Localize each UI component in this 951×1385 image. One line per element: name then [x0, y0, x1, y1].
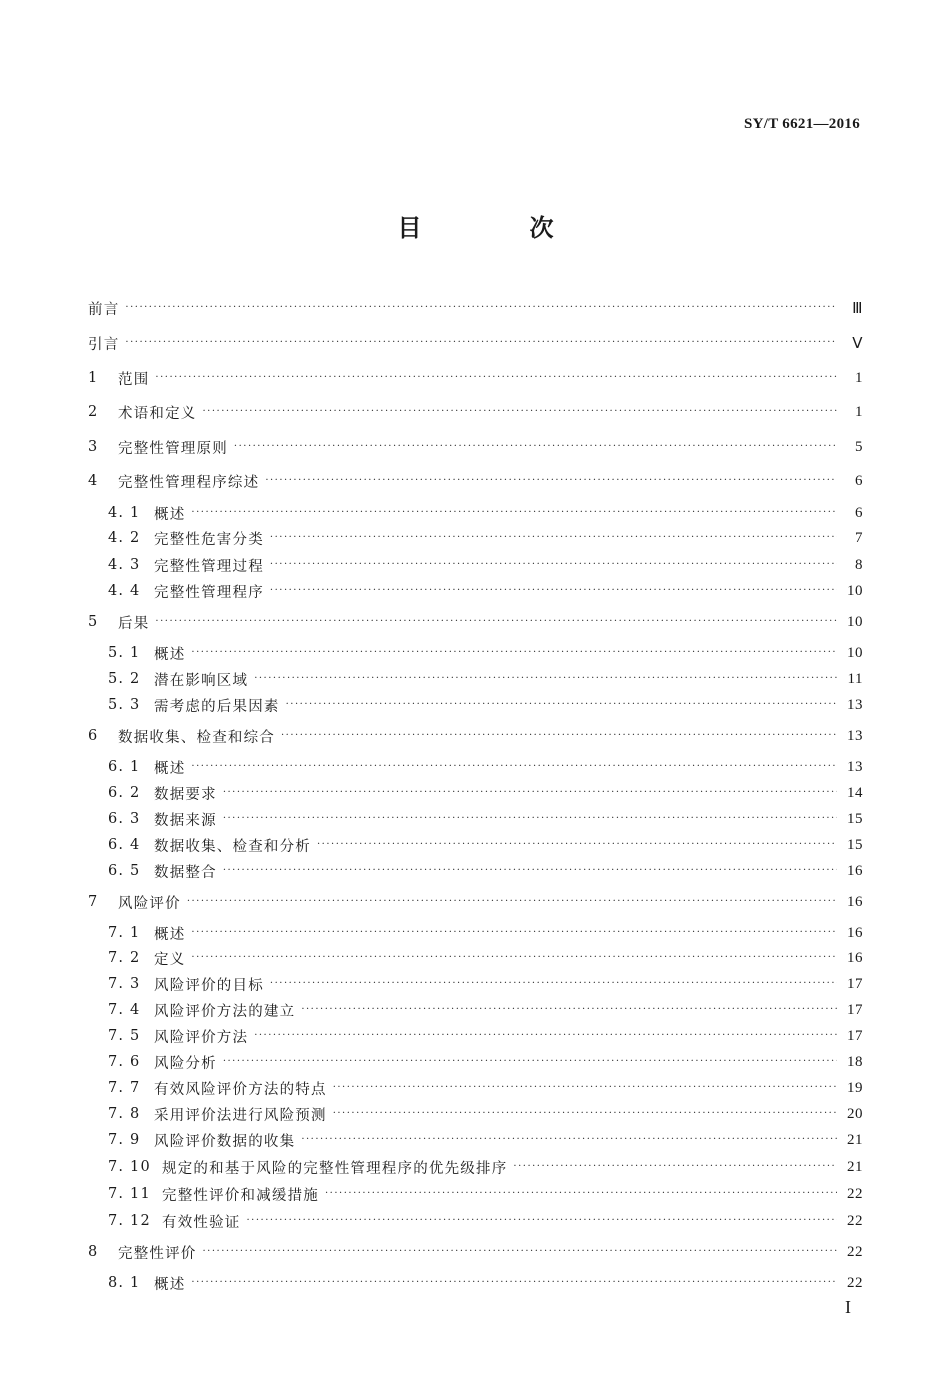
toc-entry-page: 22 — [847, 1243, 863, 1260]
toc-entry-page: Ⅴ — [852, 335, 863, 352]
toc-entry-label: 定义 — [154, 951, 186, 968]
toc-entry-number: 6. 2 — [108, 785, 141, 801]
toc-entry-label: 有效性验证 — [162, 1214, 241, 1231]
toc-entry-page: 1 — [855, 403, 863, 420]
toc-entry[interactable] — [88, 1241, 863, 1263]
toc-entry-number: 7. 4 — [108, 1002, 141, 1018]
toc-entry-page: 14 — [847, 784, 863, 801]
toc-entry-number: 4. 2 — [108, 530, 141, 546]
toc-entry-number: 7. 1 — [108, 925, 141, 941]
toc-entry-page: 10 — [847, 613, 863, 630]
page-folio: I — [845, 1297, 851, 1317]
dot-leader — [286, 694, 837, 716]
toc-entry-label: 完整性管理程序 — [154, 584, 264, 601]
toc-entry-label: 潜在影响区域 — [154, 672, 249, 689]
toc-entry-number: 8. 1 — [108, 1275, 141, 1291]
dot-leader — [270, 554, 837, 576]
toc-entry-page: Ⅲ — [852, 300, 863, 317]
toc-entry[interactable] — [88, 1129, 863, 1151]
toc-entry[interactable] — [88, 401, 863, 423]
toc-entry-label: 数据整合 — [154, 864, 217, 881]
toc-entry[interactable] — [88, 725, 863, 747]
toc-entry[interactable] — [88, 668, 863, 690]
dot-leader — [125, 332, 837, 354]
toc-entry[interactable] — [88, 999, 863, 1021]
dot-leader — [301, 1129, 837, 1151]
toc-entry-number: 2 — [88, 404, 99, 420]
toc-entry-number: 7. 7 — [108, 1080, 141, 1096]
toc-entry-number: 5. 3 — [108, 697, 141, 713]
toc-entry-label: 完整性危害分类 — [154, 531, 264, 548]
toc-entry-page: 1 — [855, 369, 863, 386]
standard-code: SY/T 6621—2016 — [743, 116, 860, 132]
toc-entry-page: 17 — [847, 975, 863, 992]
toc-entry-page: 7 — [855, 529, 863, 546]
toc-entry-label: 概述 — [154, 760, 186, 777]
toc-entry-label: 风险评价数据的收集 — [154, 1133, 296, 1150]
toc-entry-number: 7. 2 — [108, 950, 141, 966]
toc-entry-page: 21 — [847, 1158, 863, 1175]
toc-entry-label: 规定的和基于风险的完整性管理程序的优先级排序 — [162, 1160, 508, 1177]
toc-entry-number: 5. 1 — [108, 645, 141, 661]
toc-entry[interactable] — [88, 1183, 863, 1205]
toc-entry-page: 8 — [855, 556, 863, 573]
dot-leader — [265, 470, 837, 492]
toc-entry-label: 数据要求 — [154, 786, 217, 803]
toc-entry[interactable] — [88, 367, 863, 389]
dot-leader — [254, 1025, 837, 1047]
toc-entry-number: 1 — [88, 370, 99, 386]
toc-entry[interactable] — [88, 1103, 863, 1125]
toc-entry-page: 10 — [847, 644, 863, 661]
toc-entry[interactable] — [88, 782, 863, 804]
toc-entry-label: 概述 — [154, 506, 186, 523]
toc-entry[interactable] — [88, 642, 863, 664]
toc-entry-page: 16 — [847, 893, 863, 910]
toc-entry[interactable] — [88, 1025, 863, 1047]
toc-entry-page: 20 — [847, 1105, 863, 1122]
toc-entry[interactable] — [88, 332, 863, 354]
dot-leader — [125, 297, 837, 319]
dot-leader — [254, 668, 837, 690]
dot-leader — [191, 922, 837, 944]
toc-entry-page: 13 — [847, 696, 863, 713]
toc-entry-page: 6 — [855, 504, 863, 521]
dot-leader — [301, 999, 837, 1021]
toc-entry-label: 后果 — [118, 615, 150, 632]
toc-entry-label: 数据收集、检查和分析 — [154, 838, 311, 855]
dot-leader — [317, 834, 837, 856]
toc-entry-label: 风险评价的目标 — [154, 977, 264, 994]
toc-entry[interactable] — [88, 436, 863, 458]
toc-entry[interactable] — [88, 1156, 863, 1178]
toc-entry-page: 6 — [855, 472, 863, 489]
dot-leader — [333, 1103, 837, 1125]
toc-entry-page: 10 — [847, 582, 863, 599]
toc-entry-number: 7. 8 — [108, 1106, 141, 1122]
toc-entry-number: 6. 3 — [108, 811, 141, 827]
toc-entry-number: 8 — [88, 1244, 99, 1260]
toc-entry-label: 风险评价方法 — [154, 1029, 249, 1046]
dot-leader — [191, 1272, 837, 1294]
toc-entry-label: 数据来源 — [154, 812, 217, 829]
toc-entry-number: 4. 1 — [108, 505, 141, 521]
toc-entry-number: 3 — [88, 439, 99, 455]
toc-entry[interactable] — [88, 947, 863, 969]
toc-entry[interactable] — [88, 297, 863, 319]
toc-entry-page: 15 — [847, 810, 863, 827]
toc-entry-label: 风险评价 — [118, 895, 181, 912]
toc-entry[interactable] — [88, 860, 863, 882]
toc-entry[interactable] — [88, 922, 863, 944]
toc-entry-label: 完整性评价和减缓措施 — [162, 1187, 319, 1204]
toc-entry-number: 4 — [88, 473, 99, 489]
toc-entry-label: 完整性管理原则 — [118, 440, 228, 457]
dot-leader — [333, 1077, 837, 1099]
toc-entry-label: 概述 — [154, 646, 186, 663]
toc-entry-page: 15 — [847, 836, 863, 853]
toc-entry-page: 11 — [847, 670, 863, 687]
toc-entry-number: 7. 9 — [108, 1132, 141, 1148]
page-title: 目 次 — [397, 214, 596, 242]
toc-entry-number: 6 — [88, 728, 99, 744]
toc-entry-label: 风险评价方法的建立 — [154, 1003, 296, 1020]
toc-entry[interactable] — [88, 1210, 863, 1232]
toc-entry-label: 有效风险评价方法的特点 — [154, 1081, 327, 1098]
dot-leader — [513, 1156, 837, 1178]
toc-entry-page: 19 — [847, 1079, 863, 1096]
toc-entry-number: 4. 4 — [108, 583, 141, 599]
toc-entry-page: 22 — [847, 1274, 863, 1291]
dot-leader — [223, 808, 837, 830]
toc-entry[interactable] — [88, 1051, 863, 1073]
dot-leader — [247, 1210, 838, 1232]
toc-entry-page: 21 — [847, 1131, 863, 1148]
dot-leader — [191, 502, 837, 524]
toc-entry-page: 13 — [847, 758, 863, 775]
toc-entry[interactable] — [88, 470, 863, 492]
toc-entry[interactable] — [88, 756, 863, 778]
toc-entry[interactable] — [88, 891, 863, 913]
dot-leader — [281, 725, 837, 747]
dot-leader — [223, 1051, 837, 1073]
toc-entry-number: 6. 5 — [108, 863, 141, 879]
dot-leader — [155, 367, 837, 389]
toc-entry-page: 5 — [855, 438, 863, 455]
toc-entry-number: 6. 4 — [108, 837, 141, 853]
toc-entry-number: 7. 6 — [108, 1054, 141, 1070]
toc-entry-label: 术语和定义 — [118, 405, 197, 422]
dot-leader — [270, 580, 837, 602]
toc-entry-page: 22 — [847, 1212, 863, 1229]
toc-entry-label: 需考虑的后果因素 — [154, 698, 280, 715]
toc-entry-number: 5. 2 — [108, 671, 141, 687]
toc-entry-label: 完整性评价 — [118, 1245, 197, 1262]
dot-leader — [223, 782, 837, 804]
toc-entry[interactable] — [88, 834, 863, 856]
toc-entry[interactable] — [88, 1272, 863, 1294]
toc-entry-label: 前言 — [88, 301, 120, 318]
toc-entry-label: 概述 — [154, 926, 186, 943]
dot-leader — [270, 527, 837, 549]
toc-entry-page: 16 — [847, 924, 863, 941]
toc-entry-number: 7. 3 — [108, 976, 141, 992]
dot-leader — [234, 436, 837, 458]
dot-leader — [270, 973, 837, 995]
toc-entry-number: 5 — [88, 614, 99, 630]
dot-leader — [203, 1241, 838, 1263]
toc-entry-label: 数据收集、检查和综合 — [118, 729, 275, 746]
toc-entry-number: 7. 12 — [108, 1213, 151, 1229]
toc-entry-number: 7. 10 — [108, 1159, 151, 1175]
dot-leader — [155, 611, 837, 633]
toc-entry-number: 4. 3 — [108, 557, 141, 573]
toc-entry-label: 采用评价法进行风险预测 — [154, 1107, 327, 1124]
toc-entry[interactable] — [88, 502, 863, 524]
toc-entry-page: 22 — [847, 1185, 863, 1202]
toc-entry-page: 17 — [847, 1027, 863, 1044]
dot-leader — [191, 756, 837, 778]
dot-leader — [223, 860, 837, 882]
toc-entry-label: 概述 — [154, 1276, 186, 1293]
toc-entry-page: 17 — [847, 1001, 863, 1018]
toc-entry-label: 完整性管理程序综述 — [118, 474, 260, 491]
toc-entry-number: 6. 1 — [108, 759, 141, 775]
toc-entry-number: 7. 11 — [108, 1186, 151, 1202]
toc-entry-label: 风险分析 — [154, 1055, 217, 1072]
toc-entry-number: 7 — [88, 894, 99, 910]
toc-entry[interactable] — [88, 527, 863, 549]
toc-entry[interactable] — [88, 580, 863, 602]
toc-entry[interactable] — [88, 1077, 863, 1099]
toc-entry-page: 16 — [847, 949, 863, 966]
toc-entry-number: 7. 5 — [108, 1028, 141, 1044]
toc-entry-label: 完整性管理过程 — [154, 558, 264, 575]
toc-entry[interactable] — [88, 973, 863, 995]
toc-entry-page: 13 — [847, 727, 863, 744]
toc-entry[interactable] — [88, 611, 863, 633]
toc-entry-page: 16 — [847, 862, 863, 879]
dot-leader — [191, 642, 837, 664]
toc-entry[interactable] — [88, 694, 863, 716]
dot-leader — [191, 947, 837, 969]
toc-entry-page: 18 — [847, 1053, 863, 1070]
dot-leader — [187, 891, 837, 913]
toc-entry-label: 引言 — [88, 336, 120, 353]
toc-entry-label: 范围 — [118, 371, 150, 388]
toc-entry[interactable] — [88, 554, 863, 576]
dot-leader — [325, 1183, 837, 1205]
dot-leader — [203, 401, 838, 423]
toc-entry[interactable] — [88, 808, 863, 830]
